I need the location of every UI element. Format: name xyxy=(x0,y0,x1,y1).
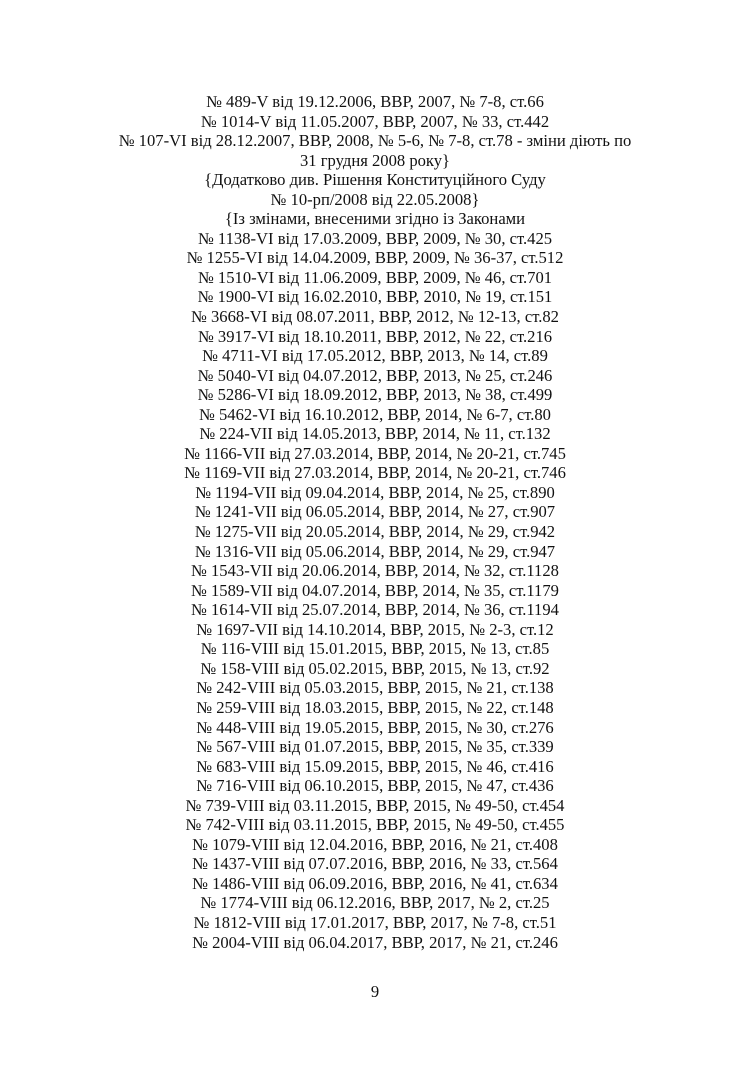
text-line: № 1812-VIII від 17.01.2017, ВВР, 2017, № 7-8, ст.51 xyxy=(193,912,557,932)
text-line: № 1194-VII від 09.04.2014, ВВР, 2014, № 25, ст.890 xyxy=(195,482,555,502)
text-line: {Із змінами, внесеними згідно із Законами xyxy=(224,209,526,229)
text-line: № 1138-VI від 17.03.2009, ВВР, 2009, № 30, ст.425 xyxy=(197,228,553,248)
text-line: № 259-VIII від 18.03.2015, ВВР, 2015, № 22, ст.148 xyxy=(196,697,554,717)
text-line: № 567-VIII від 01.07.2015, ВВР, 2015, № 35, ст.339 xyxy=(196,737,554,757)
text-line: № 1774-VIII від 06.12.2016, ВВР, 2017, № 2, ст.25 xyxy=(200,893,550,913)
text-line: № 683-VIII від 15.09.2015, ВВР, 2015, № 46, ст.416 xyxy=(196,756,554,776)
text-line: № 1437-VIII від 07.07.2016, ВВР, 2016, № 33, ст.564 xyxy=(192,854,558,874)
text-line: № 739-VIII від 03.11.2015, ВВР, 2015, № 49-50, ст.454 xyxy=(185,795,565,815)
text-line: № 242-VIII від 05.03.2015, ВВР, 2015, № 21, ст.138 xyxy=(196,678,554,698)
text-line: № 1169-VII від 27.03.2014, ВВР, 2014, № 20-21, ст.746 xyxy=(184,463,566,483)
text-line: № 3668-VI від 08.07.2011, ВВР, 2012, № 12-13, ст.82 xyxy=(191,307,559,327)
text-line: № 1079-VIII від 12.04.2016, ВВР, 2016, № 21, ст.408 xyxy=(192,834,558,854)
text-line: № 107-VI від 28.12.2007, ВВР, 2008, № 5-6, № 7-8, ст.78 - зміни діють по xyxy=(118,131,632,151)
text-line: № 3917-VI від 18.10.2011, ВВР, 2012, № 22, ст.216 xyxy=(197,326,553,346)
text-line: № 1241-VII від 06.05.2014, ВВР, 2014, № 27, ст.907 xyxy=(194,502,556,522)
amendments-list xyxy=(60,92,690,952)
text-line: 31 грудня 2008 року} xyxy=(300,150,450,170)
text-line: {Додатково див. Рішення Конституційного Суду xyxy=(204,170,546,190)
text-line: № 1014-V від 11.05.2007, ВВР, 2007, № 33, ст.442 xyxy=(200,111,550,131)
text-line: № 224-VII від 14.05.2013, ВВР, 2014, № 11, ст.132 xyxy=(199,424,551,444)
text-line: № 5286-VI від 18.09.2012, ВВР, 2013, № 38, ст.499 xyxy=(197,385,553,405)
text-line: № 1510-VI від 11.06.2009, ВВР, 2009, № 46, ст.701 xyxy=(197,267,553,287)
text-line: № 448-VIII від 19.05.2015, ВВР, 2015, № 30, ст.276 xyxy=(196,717,554,737)
text-line: № 2004-VIII від 06.04.2017, ВВР, 2017, № 21, ст.246 xyxy=(192,932,558,952)
text-line: № 5462-VI від 16.10.2012, ВВР, 2014, № 6-7, ст.80 xyxy=(199,404,551,424)
text-line: № 1275-VII від 20.05.2014, ВВР, 2014, № 29, ст.942 xyxy=(194,522,556,542)
text-line: № 158-VIII від 05.02.2015, ВВР, 2015, № 13, ст.92 xyxy=(200,658,550,678)
text-line: № 1316-VII від 05.06.2014, ВВР, 2014, № 29, ст.947 xyxy=(194,541,556,561)
text-line: № 116-VIII від 15.01.2015, ВВР, 2015, № 13, ст.85 xyxy=(200,639,550,659)
page-number: 9 xyxy=(370,982,380,1001)
text-line: № 10-рп/2008 від 22.05.2008} xyxy=(270,189,480,209)
text-line: № 1166-VII від 27.03.2014, ВВР, 2014, № 20-21, ст.745 xyxy=(184,443,566,463)
text-line: № 1543-VII від 20.06.2014, ВВР, 2014, № 32, ст.1128 xyxy=(191,561,559,581)
text-line: № 489-V від 19.12.2006, ВВР, 2007, № 7-8, ст.66 xyxy=(206,92,544,111)
text-line: № 1589-VII від 04.07.2014, ВВР, 2014, № 35, ст.1179 xyxy=(191,580,559,600)
text-line: № 1614-VII від 25.07.2014, ВВР, 2014, № 36, ст.1194 xyxy=(191,600,559,620)
text-line: № 1697-VII від 14.10.2014, ВВР, 2015, № 2-3, ст.12 xyxy=(196,619,554,639)
text-line: № 1486-VIII від 06.09.2016, ВВР, 2016, № 41, ст.634 xyxy=(192,873,558,893)
text-line: № 4711-VI від 17.05.2012, ВВР, 2013, № 14, ст.89 xyxy=(202,346,548,366)
text-line: № 716-VIII від 06.10.2015, ВВР, 2015, № 47, ст.436 xyxy=(196,776,554,796)
text-line: № 1900-VI від 16.02.2010, ВВР, 2010, № 19, ст.151 xyxy=(197,287,553,307)
text-line: № 742-VIII від 03.11.2015, ВВР, 2015, № 49-50, ст.455 xyxy=(185,815,565,835)
text-line: № 5040-VI від 04.07.2012, ВВР, 2013, № 25, ст.246 xyxy=(197,365,553,385)
text-line: № 1255-VI від 14.04.2009, ВВР, 2009, № 36-37, ст.512 xyxy=(186,248,564,268)
